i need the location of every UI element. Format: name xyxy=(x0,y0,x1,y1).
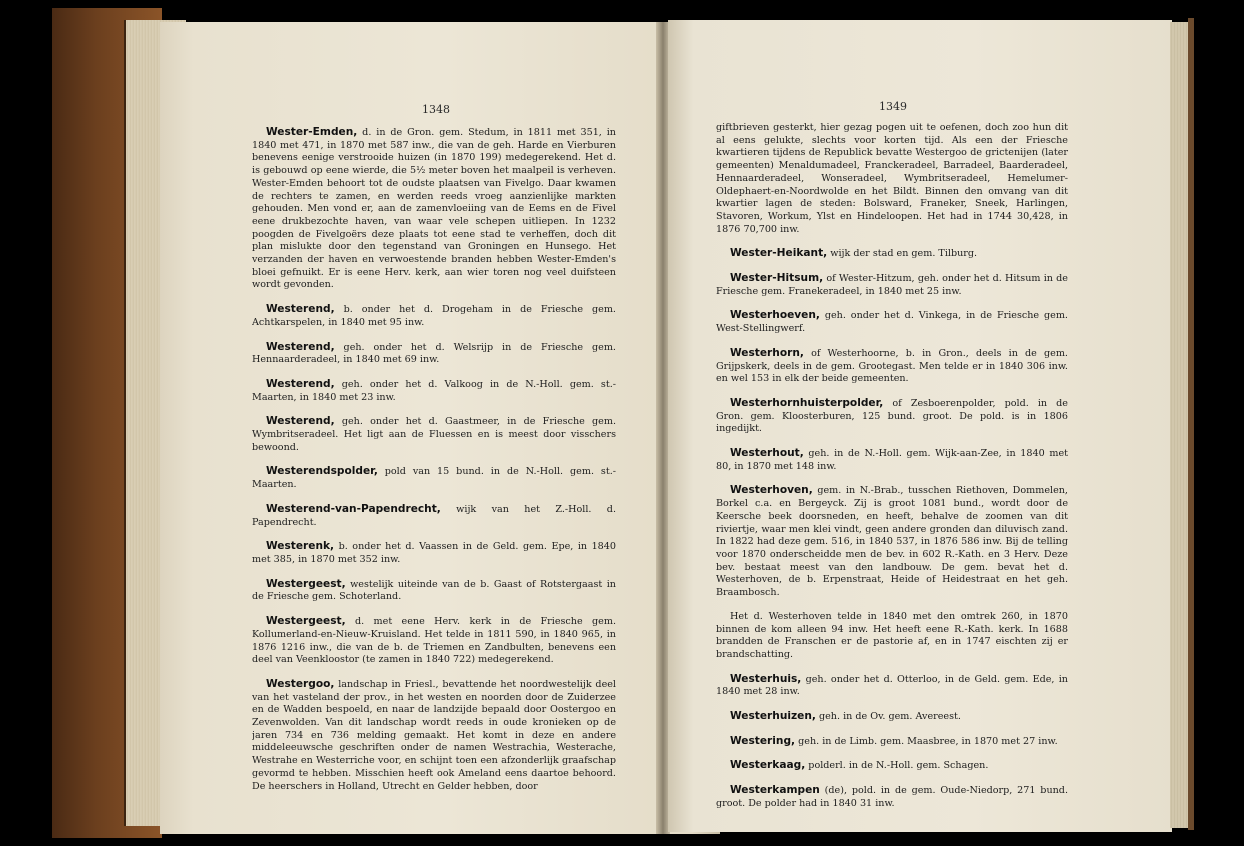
dictionary-entry xyxy=(716,784,1068,810)
entry-text: wijk van het Z.-Holl. d. Papendrecht. xyxy=(252,503,616,528)
entry-text: pold van 15 bund. in de N.-Holl. gem. st.-Maarten. xyxy=(252,466,616,491)
entry-headword: Westergeest, xyxy=(266,615,346,628)
entry-text: geh. in de Limb. gem. Maasbree, in 1870 met 27 inw. xyxy=(798,735,1058,747)
entry-headword: Westerend, xyxy=(266,303,335,316)
entry-headword: Wester-Emden, xyxy=(266,126,358,138)
entry-headword: Westerend, xyxy=(266,377,335,390)
dictionary-entry xyxy=(252,415,616,454)
dictionary-entry xyxy=(716,347,1068,386)
dictionary-entry xyxy=(252,615,616,667)
entry-text: gem. in N.-Brab., tusschen Riethoven, Dommelen, Borkel c.a. en Bergeyck. Zij is groot 1081 bund., wordt door de Keersche beek doorsneden, en heeft, behalve de zoomen van dit riviertje, waar men klei vindt, geen andere gronden dan diluvisch zand. In 1822 had deze gem. 516, in 1840 537, in 1876 586 inw. Bij de telling voor 1870 onderscheidde men de bev. in 602 R.-Kath. en 3 Herv. Deze bev. bestaat meest van den landbouw. De gem. bevat het d. Westerhoven, de b. Erpenstraat, Heide of Heidestraat en het geh. Braambosch. xyxy=(716,485,1068,599)
entry-text: (de), pold. in de gem. Oude-Niedorp, 271 bund. groot. De polder had in 1840 31 inw. xyxy=(716,785,1068,809)
right-page-number: 1349 xyxy=(879,100,907,113)
dictionary-entry xyxy=(716,309,1068,335)
entry-headword: Westergoo, xyxy=(266,677,335,690)
entry-headword: Westerend, xyxy=(266,415,335,428)
dictionary-entry xyxy=(716,710,1068,724)
dictionary-entry xyxy=(716,397,1068,436)
entry-text: geh. onder het d. Valkoog in de N.-Holl. gem. st.-Maarten, in 1840 met 23 inw. xyxy=(252,378,616,403)
entry-text: geh. onder het d. Welsrijp in de Friesche gem. Hennaarderadeel, in 1840 met 69 inw. xyxy=(252,341,616,366)
dictionary-entry xyxy=(716,272,1068,298)
entry-text: geh. onder het d. Gaastmeer, in de Friesche gem. Wymbritseradeel. Het ligt aan de Fluessen en is meest door visschers bewoond. xyxy=(252,416,616,453)
entry-headword: Westerhoven, xyxy=(730,484,813,497)
entry-text: of Westerhoorne, b. in Gron., deels in de gem. Grijpskerk, deels in de gem. Grootegast. Men telde er in 1840 306 inw. en wel 153 in elk der beide gemeenten. xyxy=(716,347,1068,385)
entry-text: d. in de Gron. gem. Stedum, in 1811 met 351, in 1840 met 471, in 1870 met 587 inw., die van de geh. Harde en Vierburen benevens eenige verstrooide huizen (in 1870 199) medegerekend. Het d. is gebouwd op eene wierde, die 5½ meter boven het maalpeil is verheven. Wester-Emden behoort tot de oudste plaatsen van Fivelgo. Daar kwamen de rechters te zamen, en werden reeds vroeg aanzienlijke markten gehouden. Men vond er, aan de zamenvloeiing van de Eems en de Fivel eene drukbezochte haven, van waar vele schepen uitliepen. In 1232 poogden de Fivelgoërs deze plaats tot eene stad te verheffen, doch dit plan mislukte door den tegenstand van Groningen en Hunsego. Het verzanden der haven en verwoestende branden hebben Wester-Emden's bloei gefnuikt. Er is eene Herv. kerk, aan wier toren nog veel duifsteen wordt gevonden. xyxy=(252,127,616,291)
entry-headword: Wester-Heikant, xyxy=(730,247,828,260)
entry-headword: Westerhornhuisterpolder, xyxy=(730,396,884,409)
entry-text: Het d. Westerhoven telde in 1840 met den omtrek 260, in 1870 binnen de kom alleen 94 inw. Het heeft eene R.-Kath. kerk. In 1688 brandden de Franschen er de pastorie af, en in 1747 eischten zij er brandschatting. xyxy=(716,610,1068,660)
entry-text: geh. in de Ov. gem. Avereest. xyxy=(818,711,961,723)
entry-headword: Wester-Hitsum, xyxy=(730,272,824,285)
dictionary-entry xyxy=(716,611,1068,662)
entry-text: geh. onder het d. Vinkega, in de Friesche gem. West-Stellingwerf. xyxy=(716,310,1068,335)
dictionary-entry xyxy=(252,503,616,529)
entry-text: polderl. in de N.-Holl. gem. Schagen. xyxy=(808,760,989,772)
entry-text: westelijk uiteinde van de b. Gaast of Rotstergaast in de Friesche gem. Schoterland. xyxy=(252,578,616,603)
continuation-text: giftbrieven gesterkt, hier gezag pogen uit te oefenen, doch zoo hun dit al eens gelukte, slechts voor korten tijd. Als een der Friesche kwartieren tijdens de Republick bevatte Westergoo de grictenijen (later gemeenten) Menaldumadeel, Franckeradeel, Barradeel, Baarderadeel, Hennaarderadeel, Wonseradeel, Wymbritseradeel, Hemelumer-Oldephaert-en-Noordwolde en het Bildt. Binnen den omvang van dit kwartier lagen de steden: Bolsward, Franeker, Sneek, Harlingen, Stavoren, Workum, Ylst en Hindeloopen. Het had in 1744 30,428, in 1876 70,700 inw. xyxy=(716,122,1068,235)
entry-headword: Westerhuis, xyxy=(730,672,802,685)
entry-text: of Wester-Hitzum, geh. onder het d. Hitsum in de Friesche gem. Franekeradeel, in 1840 met 25 inw. xyxy=(716,273,1068,297)
dictionary-entry xyxy=(716,673,1068,699)
dictionary-entry xyxy=(252,378,616,404)
dictionary-entry xyxy=(252,303,616,329)
dictionary-entry xyxy=(252,126,616,292)
right-page-text xyxy=(716,122,1068,812)
entry-headword: Westering, xyxy=(730,734,796,747)
entry-headword: Westerend, xyxy=(266,340,335,353)
dictionary-entry xyxy=(716,447,1068,473)
entry-headword: Westergeest, xyxy=(266,577,346,590)
entry-text: d. met eene Herv. kerk in de Friesche gem. Kollumerland-en-Nieuw-Kruisland. Het telde in 1811 590, in 1840 965, in 1876 1216 inw., die van de b. de Triemen en Zandbulten, benevens een deel van Veenkloostor (te zamen in 1840 722) medegerekend. xyxy=(252,616,616,666)
entry-headword: Westerhout, xyxy=(730,447,804,460)
entry-headword: Westerhuizen, xyxy=(730,710,816,723)
entry-text: b. onder het d. Vaassen in de Geld. gem. Epe, in 1840 met 385, in 1870 met 352 inw. xyxy=(252,541,616,565)
dictionary-entry xyxy=(252,578,616,604)
entry-text: wijk der stad en gem. Tilburg. xyxy=(830,248,978,260)
dictionary-entry xyxy=(252,678,616,793)
dictionary-entry xyxy=(716,735,1068,749)
entry-headword: Westerkaag, xyxy=(730,759,806,772)
left-page-text xyxy=(252,126,616,816)
book-cover-right xyxy=(1188,18,1194,830)
entry-headword: Westerkampen xyxy=(730,784,820,797)
dictionary-entry xyxy=(716,759,1068,773)
left-page-number: 1348 xyxy=(422,103,450,116)
page-edges-right xyxy=(1170,22,1190,828)
dictionary-entry xyxy=(252,465,616,491)
entry-text: geh. onder het d. Otterloo, in de Geld. gem. Ede, in 1840 met 28 inw. xyxy=(716,673,1068,698)
entry-text: geh. in de N.-Holl. gem. Wijk-aan-Zee, in 1840 met 80, in 1870 met 148 inw. xyxy=(716,448,1068,472)
entry-headword: Westerend-van-Papendrecht, xyxy=(266,502,441,515)
dictionary-entry xyxy=(716,484,1068,599)
dictionary-entry xyxy=(716,247,1068,261)
dictionary-entry xyxy=(252,341,616,367)
entry-text: b. onder het d. Drogeham in de Friesche gem. Achtkarspelen, in 1840 met 95 inw. xyxy=(252,304,616,328)
entry-headword: Westerhorn, xyxy=(730,346,804,359)
entry-headword: Westerendspolder, xyxy=(266,465,378,478)
dictionary-entry xyxy=(252,540,616,566)
entry-headword: Westerenk, xyxy=(266,540,335,553)
entry-text: landschap in Friesl., bevattende het noordwestelijk deel van het vasteland der prov., in het westen en noorden door de Zuiderzee en de Wadden bespoeld, en naar de landzijde bepaald door Oostergoo en Zevenwolden. Van dit landschap wordt reeds in oude kronieken op de jaren 734 en 736 melding gemaakt. Het komt in deze en andere middeleeuwsche geschriften onder de namen Westrachia, Westerache, Westrahe en Westerriche voor, en schijnt toen een afzonderlijk graafschap gevormd te hebben. Misschien heeft ook Ameland eens daartoe behoord. De heerschers in Holland, Utrecht en Gelder hebben, door xyxy=(252,678,616,792)
entry-text: of Zesboerenpolder, pold. in de Gron. gem. Kloosterburen, 125 bund. groot. De pold. is in 1806 ingedijkt. xyxy=(716,397,1068,435)
entry-headword: Westerhoeven, xyxy=(730,309,820,322)
